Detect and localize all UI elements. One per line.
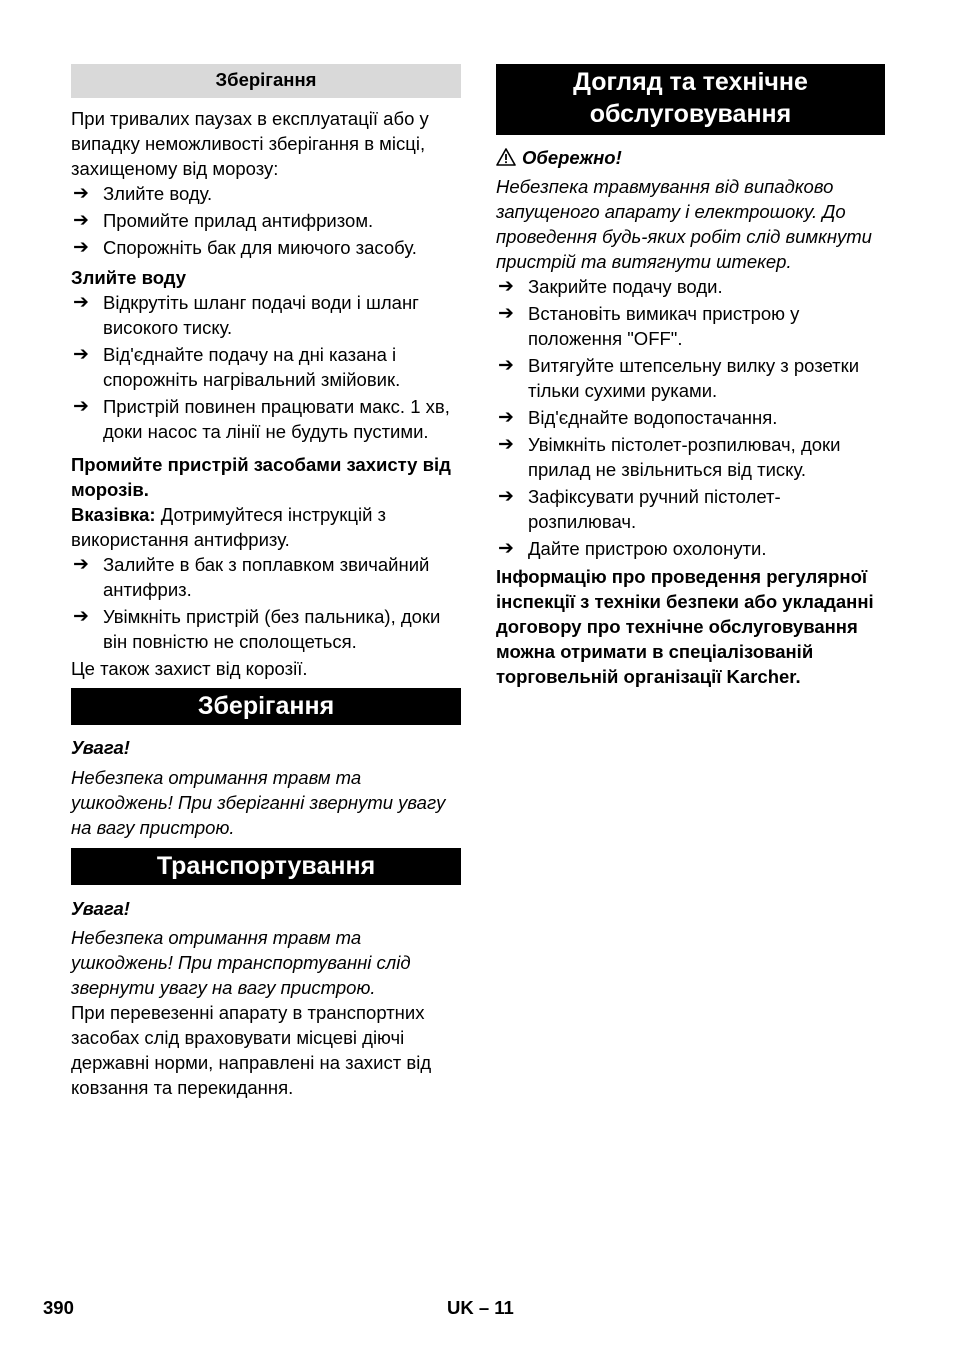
page-number: 390 xyxy=(43,1297,74,1318)
list-item: ➔ Витягуйте штепсельну вилку з розетки тільки сухими руками. xyxy=(498,355,860,401)
drain-heading: Злийте воду xyxy=(71,267,187,288)
warning-triangle-icon xyxy=(496,148,516,166)
list-item: ➔ Встановіть вимикач пристрою у положення "OFF". xyxy=(498,303,800,349)
antifreeze-list xyxy=(71,552,461,654)
list-item: ➔ Від'єднайте водопостачання. xyxy=(498,407,778,428)
section-heading-maintenance: Догляд та технічне обслуговування xyxy=(496,64,885,135)
transport-text: При перевезенні апарату в транспортних засобах слід враховувати місцеві діючі державні норми, направлені на захист від ковзання та перекидання. xyxy=(71,1002,432,1098)
arrow-right-icon: ➔ xyxy=(498,538,514,559)
note-paragraph xyxy=(71,502,461,552)
info-text: Інформацію про проведення регулярної інспекції з техніки безпеки або укладанні договору про технічне обслуговування можна отримати в спеціалізованій торговельній організації Karcher. xyxy=(496,566,874,687)
intro-list xyxy=(71,181,461,260)
storage-warning-text: Небезпека отримання травм та ушкоджень! При зберіганні звернути увагу на вагу пристрою. xyxy=(71,767,446,838)
list-item: ➔ Дайте пристрою охолонути. xyxy=(498,538,767,559)
arrow-right-icon: ➔ xyxy=(73,237,89,258)
list-item: ➔ Увімкніть пістолет-розпилювач, доки прилад не звільниться від тиску. xyxy=(498,434,841,480)
maintenance-list xyxy=(496,274,885,561)
section-heading-transport: Транспортування xyxy=(71,848,461,885)
arrow-right-icon: ➔ xyxy=(73,554,89,575)
transport-warning-text: Небезпека отримання травм та ушкоджень! При транспортуванні слід звернути увагу на вагу пристрою. xyxy=(71,927,411,998)
drain-list xyxy=(71,290,461,444)
arrow-right-icon: ➔ xyxy=(498,276,514,297)
antifreeze-heading: Промийте пристрій засобами захисту від морозів. xyxy=(71,454,451,500)
arrow-right-icon: ➔ xyxy=(498,303,514,324)
arrow-right-icon: ➔ xyxy=(73,183,89,204)
list-item: ➔ Закрийте подачу води. xyxy=(498,276,723,297)
list-item: ➔ Від'єднайте подачу на дні казана і спорожніть нагрівальний змійовик. xyxy=(73,344,401,390)
list-item: ➔ Злийте воду. xyxy=(73,183,213,204)
page-label: UK – 11 xyxy=(447,1297,514,1318)
caution-label: Обережно! xyxy=(522,147,622,168)
section-heading-storage: Зберігання xyxy=(71,688,461,725)
arrow-right-icon: ➔ xyxy=(73,292,89,313)
corrosion-text: Це також захист від корозії. xyxy=(71,658,308,679)
arrow-right-icon: ➔ xyxy=(73,396,89,417)
arrow-right-icon: ➔ xyxy=(498,407,514,428)
section-heading-storage-small: Зберігання xyxy=(71,64,461,98)
note-text: Дотримуйтеся інструкцій з використання антифризу. xyxy=(71,504,387,550)
caution-label-row xyxy=(496,145,885,170)
note-label: Вказівка: xyxy=(71,504,156,525)
list-item: ➔ Промийте прилад антифризом. xyxy=(73,210,374,231)
list-item: ➔ Увімкніть пристрій (без пальника), доки він повністю не сполощеться. xyxy=(73,606,441,652)
arrow-right-icon: ➔ xyxy=(73,210,89,231)
list-item: ➔ Пристрій повинен працювати макс. 1 хв, доки насос та лінії не будуть пустими. xyxy=(73,396,450,442)
arrow-right-icon: ➔ xyxy=(498,355,514,376)
list-item: ➔ Відкрутіть шланг подачі води і шланг високого тиску. xyxy=(73,292,419,338)
caution-text: Небезпека травмування від випадково запущеного апарату і електрошоку. До проведення будь-яких робіт слід вимкнути пристрій та витягнути штекер. xyxy=(496,176,872,272)
arrow-right-icon: ➔ xyxy=(498,486,514,507)
intro-paragraph: При тривалих паузах в експлуатації або у випадку неможливості зберігання в місці, захищеному від морозу: xyxy=(71,108,429,179)
list-item: ➔ Спорожніть бак для миючого засобу. xyxy=(73,237,417,258)
arrow-right-icon: ➔ xyxy=(498,434,514,455)
arrow-right-icon: ➔ xyxy=(73,344,89,365)
right-column xyxy=(496,64,885,689)
storage-warning-label: Увага! xyxy=(71,737,130,758)
transport-warning-label: Увага! xyxy=(71,898,130,919)
arrow-right-icon: ➔ xyxy=(73,606,89,627)
list-item: ➔ Залийте в бак з поплавком звичайний антифриз. xyxy=(73,554,430,600)
list-item: ➔ Зафіксувати ручний пістолет-розпилювач. xyxy=(498,486,781,532)
left-column xyxy=(71,64,461,1100)
